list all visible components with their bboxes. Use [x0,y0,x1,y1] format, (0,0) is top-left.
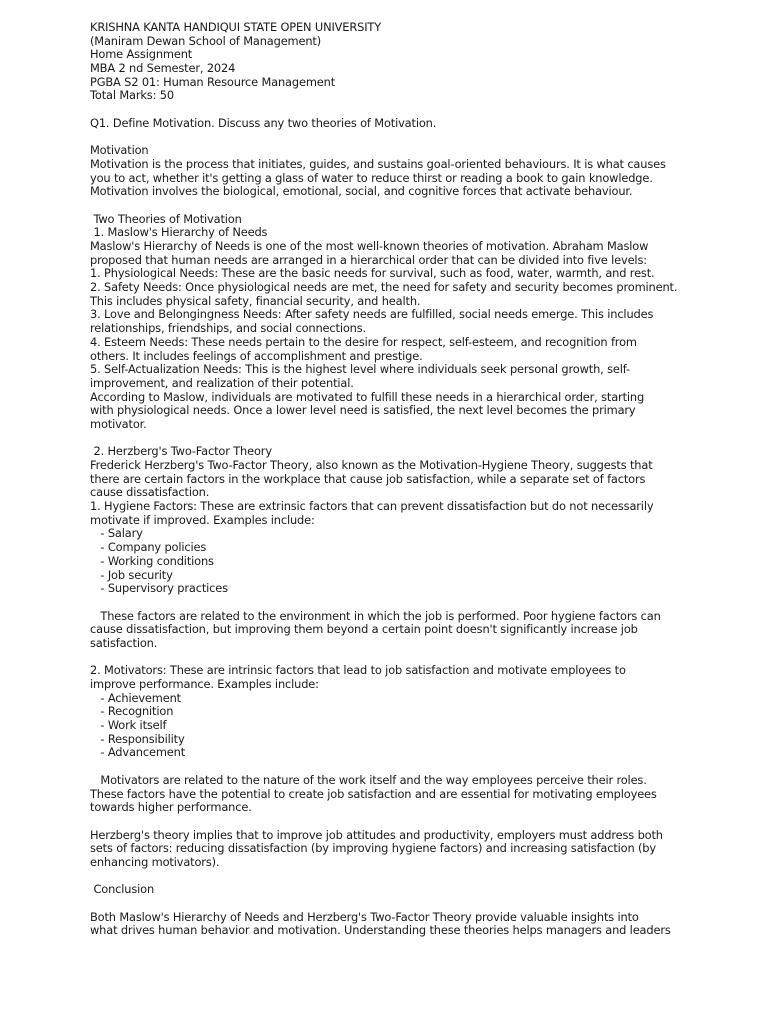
document-line: This includes physical safety, financial security, and health. [90,293,421,308]
blank-line [90,596,750,610]
document-line: 2. Motivators: These are intrinsic factors that lead to job satisfaction and motivate employees to [90,663,626,678]
blank-line [90,199,750,213]
document-line: Both Maslow's Hierarchy of Needs and Herzberg's Two-Factor Theory provide valuable insights into [90,909,639,924]
document-line: cause dissatisfaction, but improving them beyond a certain point doesn't significantly increase job [90,622,638,637]
document-line: Motivation [90,143,149,158]
document-line: KRISHNA KANTA HANDIQUI STATE OPEN UNIVERSITY [90,20,382,34]
document-line: - Work itself [90,718,167,733]
document-line: Conclusion [90,882,155,897]
document-line: cause dissatisfaction. [90,485,210,500]
document-line: - Supervisory practices [90,581,228,596]
blank-line [90,432,750,446]
blank-line [90,103,750,117]
blank-line [90,760,750,774]
document-line: - Achievement [90,690,181,705]
blank-line [90,651,750,665]
document-line: 1. Maslow's Hierarchy of Needs [90,225,268,240]
document-line: 2. Herzberg's Two-Factor Theory [90,444,272,459]
document-page [90,21,750,938]
document-line: These factors have the potential to create job satisfaction and are essential for motivating employees [90,786,657,801]
document-line: MBA 2 nd Semester, 2024 [90,61,236,76]
document-line: - Recognition [90,704,174,719]
document-line: Q1. Define Motivation. Discuss any two theories of Motivation. [90,115,437,130]
document-line: relationships, friendships, and social connections. [90,321,366,336]
document-line: proposed that human needs are arranged in a hierarchical order that can be divided into five levels: [90,252,647,267]
document-line: According to Maslow, individuals are motivated to fulfill these needs in a hierarchical order, starting [90,389,645,404]
document-line: what drives human behavior and motivation. Understanding these theories helps managers and leaders [90,923,671,938]
document-line: 4. Esteem Needs: These needs pertain to the desire for respect, self-esteem, and recognition from [90,334,637,349]
document-line: you to act, whether it's getting a glass of water to reduce thirst or reading a book to gain knowledge. [90,170,653,185]
document-line: improve performance. Examples include: [90,677,319,691]
document-line: satisfaction. [90,635,158,650]
document-line: enhancing motivators). [90,854,220,869]
document-line: These factors are related to the environment in which the job is performed. Poor hygiene factors can [90,608,661,623]
document-line: - Responsibility [90,731,185,746]
document-line: (Maniram Dewan School of Management) [90,33,322,48]
document-line: 2. Safety Needs: Once physiological needs are met, the need for safety and security becomes prominent. [90,280,678,295]
blank-line [90,897,750,911]
blank-line [90,815,750,829]
document-line: PGBA S2 01: Human Resource Management [90,74,336,89]
document-line: improvement, and realization of their potential. [90,375,354,390]
document-line: Frederick Herzberg's Two-Factor Theory, also known as the Motivation-Hygiene Theory, suggests that [90,458,653,472]
document-line: 5. Self-Actualization Needs: This is the highest level where individuals seek personal growth, self- [90,362,630,377]
document-line: Motivation is the process that initiates, guides, and sustains goal-oriented behaviours. It is what causes [90,156,666,171]
document-line: Motivation involves the biological, emotional, social, and cognitive forces that activate behaviour. [90,184,633,199]
document-line: - Salary [90,526,143,541]
document-line: Herzberg's theory implies that to improve job attitudes and productivity, employers must address both [90,827,663,842]
document-line: Two Theories of Motivation [90,211,242,226]
blank-line [90,131,750,145]
document-line: motivator. [90,416,147,431]
blank-line [90,870,750,884]
document-line: there are certain factors in the workplace that cause job satisfaction, while a separate set of factors [90,471,646,486]
document-line: sets of factors: reducing dissatisfaction (by improving hygiene factors) and increasing satisfaction (by [90,841,656,856]
document-line: 3. Love and Belongingness Needs: After safety needs are fulfilled, social needs emerge. This includes [90,307,654,322]
document-line: 1. Hygiene Factors: These are extrinsic factors that can prevent dissatisfaction but do not necessarily [90,499,654,514]
document-line: Home Assignment [90,47,193,62]
document-line: - Company policies [90,540,207,555]
document-line: others. It includes feelings of accomplishment and prestige. [90,348,423,363]
document-line: towards higher performance. [90,800,252,815]
document-line: Motivators are related to the nature of the work itself and the way employees perceive their roles. [90,772,647,787]
document-line: motivate if improved. Examples include: [90,512,315,527]
document-line: 1. Physiological Needs: These are the basic needs for survival, such as food, water, warmth, and rest. [90,266,655,281]
document-line: - Advancement [90,745,186,760]
document-line: with physiological needs. Once a lower level need is satisfied, the next level becomes the primary [90,403,636,418]
document-line: Total Marks: 50 [90,88,174,103]
document-line: - Job security [90,567,173,582]
document-line: - Working conditions [90,553,214,568]
document-line: Maslow's Hierarchy of Needs is one of the most well-known theories of motivation. Abraham Maslow [90,239,649,253]
